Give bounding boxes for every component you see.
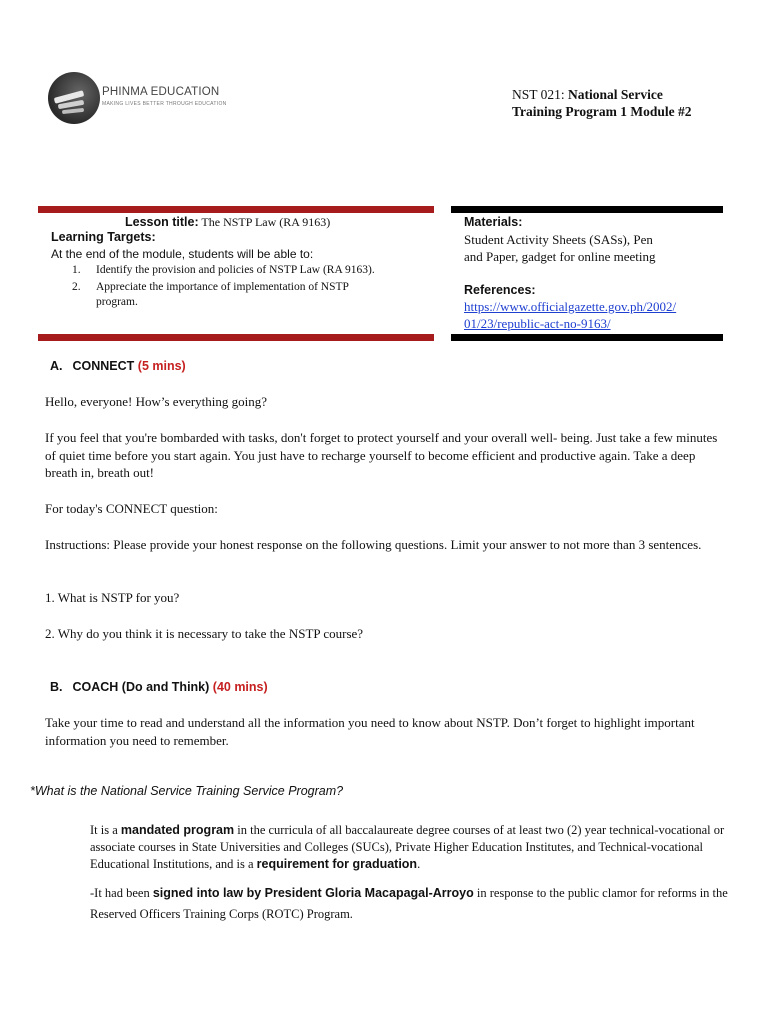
learning-targets-intro: At the end of the module, students will be able to: bbox=[51, 247, 314, 261]
materials-box-top-bar bbox=[451, 206, 723, 213]
lesson-title bbox=[125, 215, 330, 230]
bullet-text: -It had been signed into law by President Gloria Macapagal-Arroyo in response to the public clamor for reforms in the Reserved Officers Training Corps (ROTC) Program. bbox=[90, 886, 728, 921]
connect-question-1: 1. What is NSTP for you? bbox=[45, 590, 180, 605]
lesson-box-bottom-bar bbox=[38, 334, 434, 341]
connect-question-2: 2. Why do you think it is necessary to take the NSTP course? bbox=[45, 626, 364, 641]
logo-tagline: MAKING LIVES BETTER THROUGH EDUCATION bbox=[102, 101, 227, 107]
connect-heading: A. CONNECT (5 mins) bbox=[50, 359, 186, 373]
connect-paragraph: If you feel that you're bombarded with tasks, don't forget to protect yourself and your overall well- being. Just take a few minutes of quiet time before you start again. You just have to recharge yourself to become efficient and productive again. Take a deep breath in, breath out! bbox=[45, 430, 718, 480]
reference-link[interactable]: https://www.officialgazette.gov.ph/2002/ 01/23/republic-act-no-9163/ bbox=[464, 299, 677, 331]
lesson-box bbox=[38, 206, 434, 341]
connect-instructions: Instructions: Please provide your honest response on the following questions. Limit your answer to not more than 3 sentences. bbox=[45, 537, 702, 552]
coach-question: *What is the National Service Training Service Program? bbox=[30, 784, 344, 798]
materials-heading: Materials: bbox=[464, 215, 523, 229]
logo-brand-text: PHINMA EDUCATION bbox=[102, 86, 220, 98]
course-header bbox=[512, 86, 752, 120]
course-code: NST 021: bbox=[512, 87, 565, 102]
list-item: 1. Identify the provision and policies of NSTP Law (RA 9163). bbox=[72, 264, 375, 276]
coach-heading: B. COACH (Do and Think) (40 mins) bbox=[50, 680, 268, 694]
phinma-emblem-icon bbox=[48, 72, 100, 124]
coach-time: (40 mins) bbox=[212, 680, 268, 694]
references-heading: References: bbox=[464, 283, 536, 297]
connect-question-intro: For today's CONNECT question: bbox=[45, 501, 218, 516]
lesson-title-value: The NSTP Law (RA 9163) bbox=[201, 215, 331, 229]
course-title-part1: National Service bbox=[568, 87, 663, 102]
materials-box-bottom-bar bbox=[451, 334, 723, 341]
materials-text: Student Activity Sheets (SASs), Pen and Paper, gadget for online meeting bbox=[464, 232, 656, 264]
list-item bbox=[68, 822, 728, 874]
list-item: 2. Appreciate the importance of implementation of NSTP program. bbox=[72, 281, 349, 308]
coach-paragraph: Take your time to read and understand all the information you need to know about NSTP. Don’t forget to highlight important information you need to remember. bbox=[45, 715, 695, 748]
course-title-part2: Training Program 1 Module #2 bbox=[512, 104, 692, 119]
bullet-text: It is a mandated program in the curricula of all baccalaureate degree courses of at least two (2) year technical-vocational or associate courses in State Universities and Colleges (SUCs), Private Higher Education Institutes, and Technical-vocational Educational Institutions, and is a requirement for graduation. bbox=[90, 823, 725, 871]
learning-targets-heading: Learning Targets: bbox=[51, 230, 156, 244]
learning-targets-list bbox=[72, 263, 392, 312]
phinma-logo bbox=[48, 70, 227, 126]
connect-time: (5 mins) bbox=[137, 359, 186, 373]
materials-box bbox=[451, 206, 723, 341]
lesson-title-label: Lesson title: bbox=[125, 215, 199, 229]
lesson-box-top-bar bbox=[38, 206, 434, 213]
connect-greeting: Hello, everyone! How’s everything going? bbox=[45, 394, 268, 409]
list-item bbox=[68, 883, 728, 923]
